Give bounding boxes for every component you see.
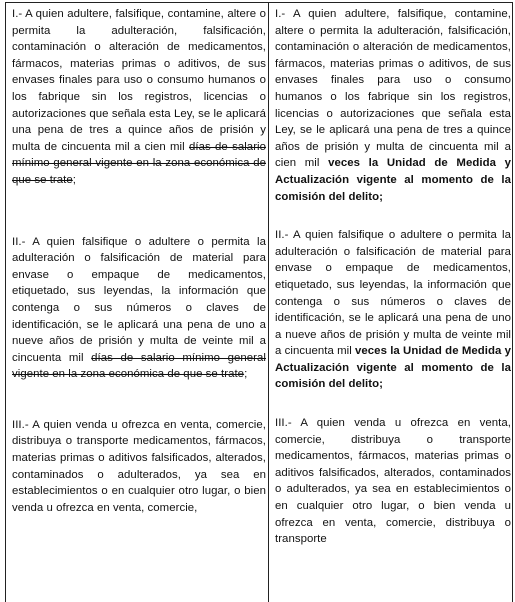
left-p2-text: II.- A quien falsifique o adultere o permita la adulteración o falsificación de material para envase o empaque de medicamentos, etiquetado, sus leyendas, la información que contenga o sus números o claves de identificación, se le aplicará una pena de uno a nueve años de prisión y multa de veinte mil a cincuenta mil <box>12 235 266 364</box>
right-paragraph-ii <box>275 227 511 393</box>
right-p1-text: I.- A quien adultere, falsifique, contamine, altere o permita la adulteración, falsificación, contaminación o alteración de medicamentos, fármacos, materias primas o aditivos, de sus envases finales para uso o consumo humanos o los fabrique sin los registros, licencias o autorizaciones que señala esta Ley, se le aplicará una pena de tres a quince años de prisión y multa de cincuenta mil a cien mil <box>275 8 511 170</box>
right-p2-text: II.- A quien falsifique o adultere o permita la adulteración o falsificación de material para envase o empaque de medicamentos, etiquetado, sus leyendas, la información que contenga o sus números o claves de identificación, se le aplicará una pena de uno a nueve años de prisión y multa de veinte mil a cincuenta mil <box>275 229 511 358</box>
left-p2-struck-text: días de salario mínimo general vigente en la zona económica de que se trate <box>12 351 266 381</box>
left-p1-text: I.- A quien adultere, falsifique, contamine, altere o permita la adulteración, falsificación, contaminación o alteración de medicamentos, fármacos, materias primas o aditivos, de sus envases finales para uso o consumo humanos o los fabrique sin los registros, licencias o autorizaciones que señala esta Ley, se le aplicará una pena de tres a quince años de prisión y multa de cincuenta mil a cien mil <box>12 8 266 153</box>
left-paragraph-ii <box>12 234 266 383</box>
right-paragraph-i <box>275 6 511 205</box>
right-p1-bold-text: veces la Unidad de Medida y Actualización vigente al momento de la comisión del delito; <box>275 157 511 203</box>
left-paragraph-i <box>12 6 266 189</box>
left-p3-text: III.- A quien venda u ofrezca en venta, comercie, distribuya o transporte medicamentos, fármacos, materias primas o aditivos falsificados, alterados, contaminados o adulterados, ya sea en establecimientos o en cualquier otro lugar, o bien venda u ofrezca en venta, comercie, <box>12 418 266 514</box>
left-p2-tail: ; <box>244 368 248 381</box>
left-p1-struck-text: días de salario mínimo general vigente en la zona económica de que se trate <box>12 140 267 186</box>
left-column-current-text <box>6 3 268 516</box>
left-p1-tail: ; <box>72 173 76 186</box>
comparison-table <box>5 2 513 602</box>
right-paragraph-iii <box>275 415 511 548</box>
left-paragraph-iii <box>12 417 266 517</box>
right-p2-bold-text: veces la Unidad de Medida y Actualización vigente al momento de la comisión del delito; <box>275 345 511 391</box>
right-p3-text: III.- A quien venda u ofrezca en venta, comercie, distribuya o transporte medicamentos, fármacos, materias primas o aditivos falsificados, alterados, contaminados o adulterados, ya sea en establecimientos o en cualquier otro lugar, o bien venda u ofrezca en venta, comercie, distribuya o transporte <box>275 417 511 546</box>
right-column-proposed-text <box>269 3 513 548</box>
